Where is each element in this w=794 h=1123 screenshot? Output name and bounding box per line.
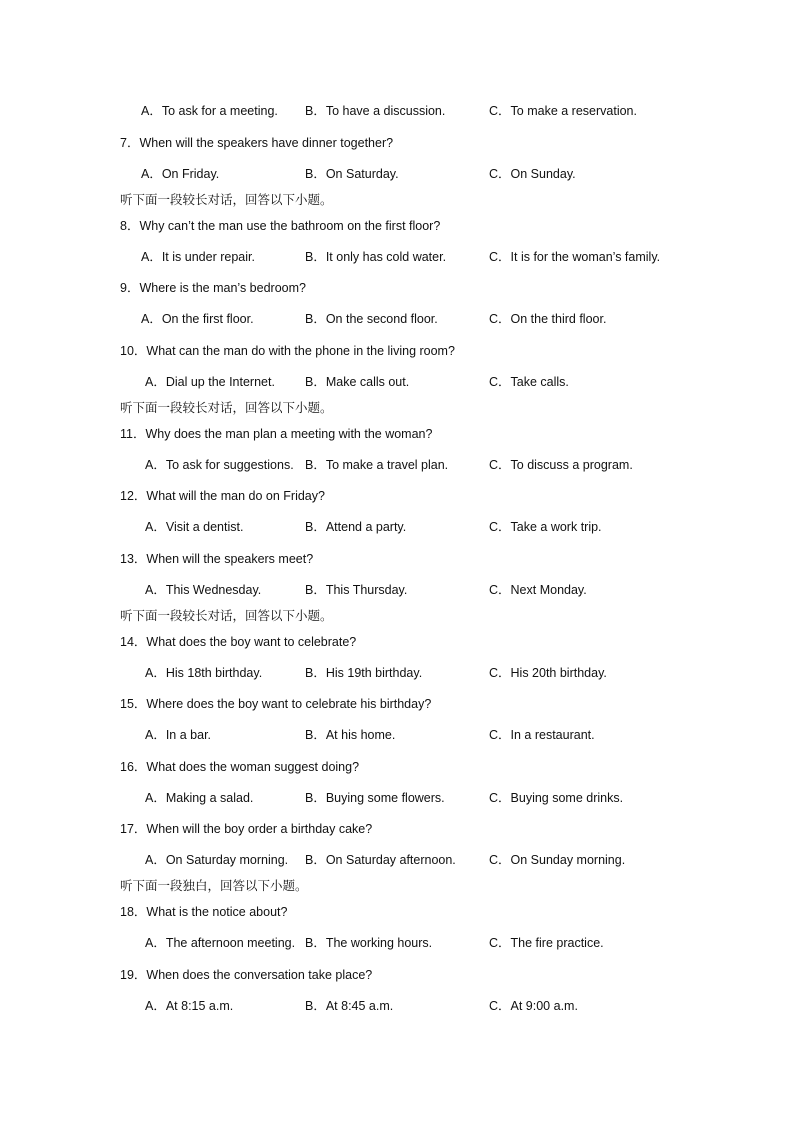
question-row xyxy=(0,342,794,360)
question-row xyxy=(0,758,794,776)
option-c: C．His 20th birthday. xyxy=(489,666,607,680)
option-c: C．To discuss a program. xyxy=(489,458,633,472)
option-a: A．In a bar. xyxy=(145,728,212,742)
option-b: B．Buying some flowers. xyxy=(305,791,445,805)
option-b: B．To have a discussion. xyxy=(305,104,446,118)
options-row xyxy=(0,851,794,869)
option-a: A．Visit a dentist. xyxy=(145,520,244,534)
option-b: B．At his home. xyxy=(305,728,396,742)
option-c: C．On Sunday. xyxy=(489,167,576,181)
options-row xyxy=(0,726,794,744)
options-row xyxy=(0,102,794,120)
options-row xyxy=(0,248,794,266)
section-instruction-row xyxy=(0,399,794,417)
options-row xyxy=(0,310,794,328)
question-row xyxy=(0,695,794,713)
option-c: C．Next Monday. xyxy=(489,583,587,597)
option-c: C．On Sunday morning. xyxy=(489,853,626,867)
option-a: A．This Wednesday. xyxy=(145,583,262,597)
option-b: B．It only has cold water. xyxy=(305,250,447,264)
option-a: A．On Saturday morning. xyxy=(145,853,289,867)
question-text: 15．Where does the boy want to celebrate his birthday? xyxy=(120,697,432,711)
options-row xyxy=(0,997,794,1015)
option-a: A．It is under repair. xyxy=(141,250,255,264)
option-b: B．On Saturday. xyxy=(305,167,399,181)
option-b: B．On Saturday afternoon. xyxy=(305,853,456,867)
option-c: C．To make a reservation. xyxy=(489,104,637,118)
options-row xyxy=(0,789,794,807)
question-row xyxy=(0,966,794,984)
question-row xyxy=(0,279,794,297)
option-a: A．The afternoon meeting. xyxy=(145,936,296,950)
question-row xyxy=(0,550,794,568)
option-b: B．Make calls out. xyxy=(305,375,410,389)
question-row xyxy=(0,217,794,235)
option-c: C．At 9:00 a.m. xyxy=(489,999,578,1013)
question-row xyxy=(0,633,794,651)
options-row xyxy=(0,664,794,682)
question-text: 18．What is the notice about? xyxy=(120,905,288,919)
options-row xyxy=(0,581,794,599)
question-row xyxy=(0,820,794,838)
option-a: A．His 18th birthday. xyxy=(145,666,263,680)
option-c: C．On the third floor. xyxy=(489,312,607,326)
section-instruction-row xyxy=(0,877,794,895)
question-row xyxy=(0,487,794,505)
option-a: A．To ask for suggestions. xyxy=(145,458,294,472)
option-a: A．Making a salad. xyxy=(145,791,254,805)
option-b: B．Attend a party. xyxy=(305,520,407,534)
option-a: A．At 8:15 a.m. xyxy=(145,999,234,1013)
option-b: B．On the second floor. xyxy=(305,312,438,326)
question-text: 11．Why does the man plan a meeting with the woman? xyxy=(120,427,433,441)
option-b: B．The working hours. xyxy=(305,936,433,950)
options-row xyxy=(0,165,794,183)
option-b: B．To make a travel plan. xyxy=(305,458,449,472)
option-c: C．Take a work trip. xyxy=(489,520,602,534)
section-instruction-row xyxy=(0,191,794,209)
question-text: 19．When does the conversation take place? xyxy=(120,968,373,982)
question-text: 17．When will the boy order a birthday cake? xyxy=(120,822,373,836)
options-row xyxy=(0,373,794,391)
question-text: 13．When will the speakers meet? xyxy=(120,552,314,566)
option-b: B．His 19th birthday. xyxy=(305,666,423,680)
section-instruction: 听下面一段独白，回答以下小题。 xyxy=(120,878,308,893)
option-a: A．To ask for a meeting. xyxy=(141,104,278,118)
section-instruction-row xyxy=(0,607,794,625)
question-row xyxy=(0,425,794,443)
option-a: A．Dial up the Internet. xyxy=(145,375,275,389)
section-instruction: 听下面一段较长对话，回答以下小题。 xyxy=(120,192,333,207)
option-c: C．Take calls. xyxy=(489,375,569,389)
section-instruction: 听下面一段较长对话，回答以下小题。 xyxy=(120,400,333,415)
question-text: 12．What will the man do on Friday? xyxy=(120,489,325,503)
question-text: 16．What does the woman suggest doing? xyxy=(120,760,360,774)
question-text: 14．What does the boy want to celebrate? xyxy=(120,635,357,649)
option-c: C．Buying some drinks. xyxy=(489,791,624,805)
question-text: 7．When will the speakers have dinner together? xyxy=(120,136,394,150)
options-row xyxy=(0,518,794,536)
options-row xyxy=(0,456,794,474)
option-c: C．In a restaurant. xyxy=(489,728,595,742)
option-b: B．At 8:45 a.m. xyxy=(305,999,394,1013)
option-b: B．This Thursday. xyxy=(305,583,408,597)
question-text: 8．Why can’t the man use the bathroom on the first floor? xyxy=(120,219,441,233)
options-row xyxy=(0,934,794,952)
option-c: C．It is for the woman’s family. xyxy=(489,250,661,264)
question-row xyxy=(0,903,794,921)
question-text: 9．Where is the man’s bedroom? xyxy=(120,281,306,295)
option-c: C．The fire practice. xyxy=(489,936,604,950)
question-row xyxy=(0,134,794,152)
option-a: A．On the first floor. xyxy=(141,312,254,326)
question-text: 10．What can the man do with the phone in the living room? xyxy=(120,344,455,358)
option-a: A．On Friday. xyxy=(141,167,220,181)
section-instruction: 听下面一段较长对话，回答以下小题。 xyxy=(120,608,333,623)
